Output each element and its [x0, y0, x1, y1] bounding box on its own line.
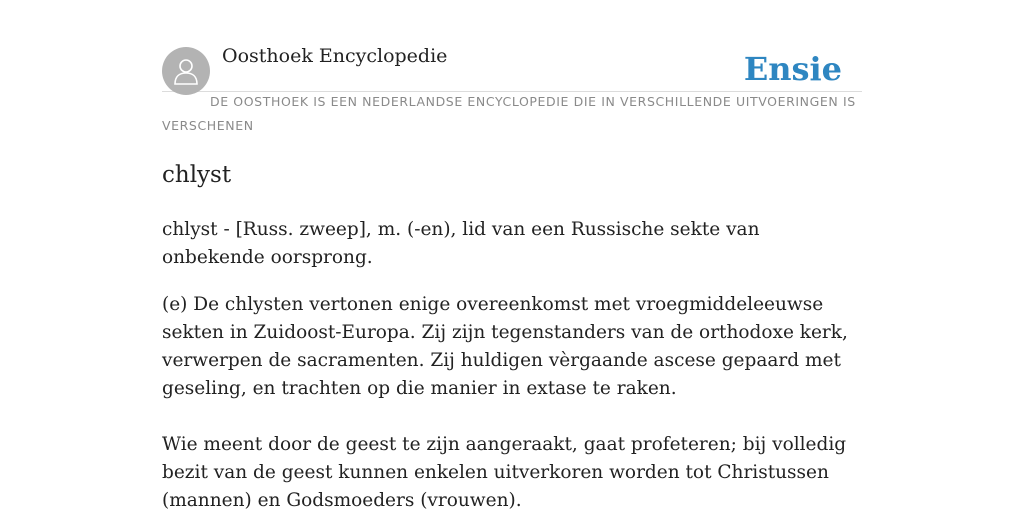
article-paragraph: chlyst - [Russ. zweep], m. (-en), lid van een Russische sekte van onbekende oorsprong.	[162, 219, 760, 268]
article-paragraph: Wie meent door de geest te zijn aangeraakt, gaat profeteren; bij volledig bezit van de geest kunnen enkelen uitverkoren worden tot Christussen (mannen) en Godsmoeders (vrouwen).	[162, 434, 847, 511]
brand-logo[interactable]: Ensie	[743, 50, 842, 88]
article-paragraph: (e) De chlysten vertonen enige overeenkomst met vroegmiddeleeuwse sekten in Zuidoost-Europa. Zij zijn tegenstanders van de orthodoxe kerk, verwerpen de sacramenten. Zij huldigen vèrgaande ascese gepaard met geseling, en trachten op die manier in extase te raken.	[162, 294, 848, 399]
user-icon	[171, 56, 201, 86]
site-name-link[interactable]: Oosthoek Encyclopedie	[222, 45, 448, 67]
avatar[interactable]	[162, 47, 210, 95]
page-title: chlyst	[162, 162, 232, 188]
site-header	[162, 0, 862, 92]
site-tagline: DE OOSTHOEK IS EEN NEDERLANDSE ENCYCLOPEDIE DIE IN VERSCHILLENDE UITVOERINGEN IS VERSCHENEN	[162, 94, 856, 133]
page	[162, 0, 862, 511]
